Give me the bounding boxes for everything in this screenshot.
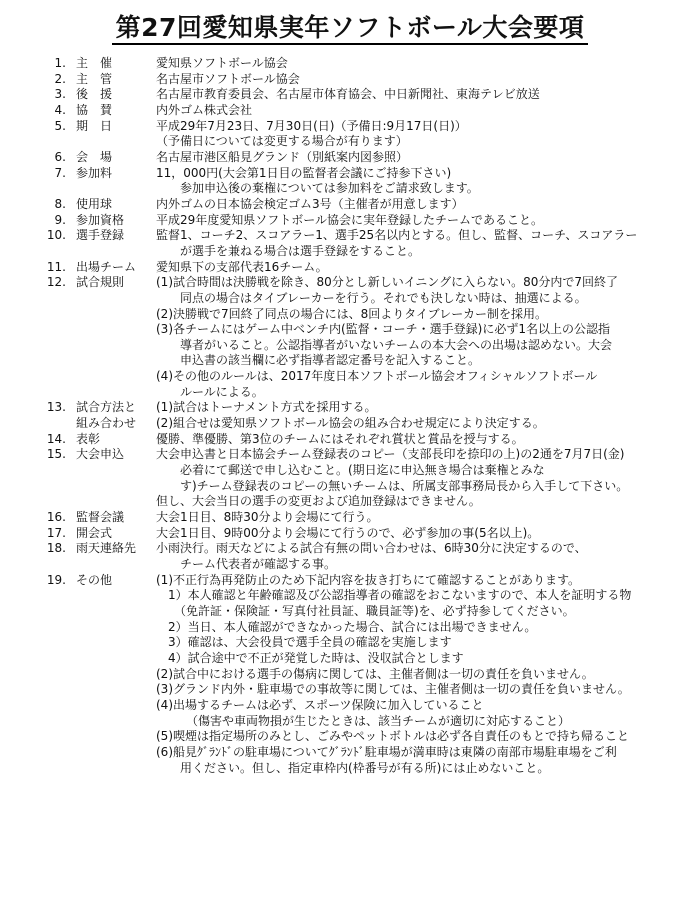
item-text: 名古屋市ソフトボール協会 <box>156 71 300 86</box>
item-text: (3)グランド内外・駐車場での事故等に関しては、主催者側は一切の責任を負いません。 <box>156 682 630 697</box>
item-text: (1)試合時間は決勝戦を除き、80分とし新しいイニングに入らない。80分内で7回終了 <box>156 275 618 290</box>
item-label: 参加料 <box>76 165 113 180</box>
guideline-row <box>36 698 691 714</box>
item-label: 組み合わせ <box>76 416 137 431</box>
item-label <box>72 338 156 354</box>
guideline-row <box>36 635 691 651</box>
item-number <box>36 369 72 385</box>
item-number: 7. <box>54 165 66 180</box>
item-text: 11，000円(大会第1日目の監督者会議にご持参下さい) <box>156 165 452 180</box>
item-number <box>36 416 72 432</box>
item-text: 内外ゴムの日本協会検定ゴム3号（主催者が用意します） <box>156 196 464 211</box>
guideline-row <box>36 557 691 573</box>
item-label <box>72 307 156 323</box>
item-text: 大会1日目、8時30分より会場にて行う。 <box>156 510 379 525</box>
item-label <box>72 620 156 636</box>
item-text: 内外ゴム株式会社 <box>156 102 253 117</box>
item-text: 申込書の該当欄に必ず指導者認定番号を記入すること。 <box>156 353 481 368</box>
item-label <box>72 667 156 683</box>
item-number <box>36 322 72 338</box>
item-number: 19. <box>46 572 66 587</box>
item-number <box>36 714 72 730</box>
item-label: 監督会議 <box>76 510 125 525</box>
item-text: 必着にて郵送で申し込むこと。(期日迄に申込無き場合は棄権とみな <box>156 463 545 478</box>
item-number: 11. <box>46 259 66 274</box>
item-text: 愛知県ソフトボール協会 <box>156 56 288 70</box>
item-text: 但し、大会当日の選手の変更および追加登録はできません。 <box>156 494 481 509</box>
item-text: 導者がいること。公認指導者がいないチームの本大会への出場は認めない。大会 <box>156 337 613 352</box>
item-label: 雨天連絡先 <box>76 541 137 556</box>
item-label <box>72 181 156 197</box>
guideline-row <box>36 103 691 119</box>
item-text: 愛知県下の支部代表16チーム。 <box>156 259 328 274</box>
item-label <box>72 588 156 604</box>
guideline-row <box>36 150 691 166</box>
item-text: 4）試合途中で不正が発覚した時は、没収試合とします <box>156 650 464 665</box>
guideline-row <box>36 745 691 761</box>
guideline-row <box>36 604 691 620</box>
item-number <box>36 463 72 479</box>
item-number <box>36 291 72 307</box>
guideline-row <box>36 494 691 510</box>
item-number: 4. <box>54 102 66 117</box>
guideline-row <box>36 228 691 244</box>
item-text: (2)決勝戦で7回終了同点の場合には、8回よりタイブレーカー制を採用。 <box>156 306 547 321</box>
item-number: 18. <box>46 541 66 556</box>
guideline-row <box>36 714 691 730</box>
guideline-row <box>36 260 691 276</box>
item-number: 13. <box>46 400 66 415</box>
item-number <box>36 604 72 620</box>
item-text: 名古屋市港区船見グランド（別紙案内図参照） <box>156 149 409 164</box>
item-number <box>36 494 72 510</box>
item-text: （予備日については変更する場合が有ります） <box>156 134 408 149</box>
item-label <box>72 604 156 620</box>
guideline-row <box>36 432 691 448</box>
item-text: チーム代表者が確認する事。 <box>156 557 337 571</box>
item-label <box>72 714 156 730</box>
item-text: (3)各チームにはゲーム中ベンチ内(監督・コーチ・選手登録)に必ず1名以上の公認指 <box>156 322 610 337</box>
item-label: 試合方法と <box>76 400 137 415</box>
item-label <box>72 745 156 761</box>
item-label: 主 催 <box>76 56 113 70</box>
item-number <box>36 745 72 761</box>
guideline-row <box>36 322 691 338</box>
item-number <box>36 479 72 495</box>
item-number <box>36 635 72 651</box>
item-label: 使用球 <box>76 196 113 211</box>
guideline-row <box>36 463 691 479</box>
item-text: が選手を兼ねる場合は選手登録をすること。 <box>156 243 421 258</box>
item-number <box>36 667 72 683</box>
guideline-row <box>36 338 691 354</box>
item-text: 名古屋市教育委員会、名古屋市体育協会、中日新聞社、東海テレビ放送 <box>156 87 540 102</box>
item-label <box>72 369 156 385</box>
item-text: 3）確認は、大会役員で選手全員の確認を実施します <box>156 635 452 650</box>
item-text: (4)出場するチームは必ず、スポーツ保険に加入していること <box>156 697 484 712</box>
guideline-row <box>36 369 691 385</box>
guideline-row <box>36 244 691 260</box>
item-label <box>72 635 156 651</box>
guideline-row <box>36 275 691 291</box>
item-label: その他 <box>76 572 113 587</box>
item-number <box>36 353 72 369</box>
item-label <box>72 729 156 745</box>
item-number <box>36 729 72 745</box>
item-number: 5. <box>54 118 66 133</box>
item-label: 試合規則 <box>76 275 125 290</box>
item-label <box>72 761 156 777</box>
guideline-row <box>36 588 691 604</box>
item-number <box>36 761 72 777</box>
item-number: 1. <box>54 56 66 70</box>
guideline-row <box>36 72 691 88</box>
guideline-row <box>36 479 691 495</box>
item-text: （免許証・保険証・写真付社員証、職員証等)を、必ず持参してください。 <box>156 603 575 618</box>
item-label <box>72 291 156 307</box>
guideline-row <box>36 134 691 150</box>
item-number <box>36 588 72 604</box>
guideline-row <box>36 385 691 401</box>
item-text: (6)船見ｸﾞﾗﾝﾄﾞの駐車場についてｸﾞﾗﾝﾄﾞ駐車場が満車時は東隣の南部市場駐車場をご利 <box>156 744 617 759</box>
guideline-row <box>36 181 691 197</box>
item-label <box>72 494 156 510</box>
guideline-row <box>36 510 691 526</box>
guideline-row <box>36 573 691 589</box>
item-text: 大会申込書と日本協会チーム登録表のコピー（支部長印を捺印の上)の2通を7月7日(金) <box>156 447 625 462</box>
guideline-row <box>36 761 691 777</box>
item-number <box>36 338 72 354</box>
item-label <box>72 463 156 479</box>
guideline-row <box>36 416 691 432</box>
item-number: 6. <box>54 149 66 164</box>
guideline-row <box>36 729 691 745</box>
item-label: 開会式 <box>76 525 113 540</box>
item-text: (1)試合はトーナメント方式を採用する。 <box>156 400 377 415</box>
item-text: (2)試合中における選手の傷病に関しては、主催者側は一切の責任を負いません。 <box>156 666 594 681</box>
guideline-row <box>36 447 691 463</box>
item-number: 9. <box>54 212 66 227</box>
item-label: 出場チーム <box>76 259 137 274</box>
guideline-row <box>36 651 691 667</box>
item-text: す)チーム登録表のコピーの無いチームは、所属支部事務局長から入手して下さい。 <box>156 478 629 493</box>
item-text: ルールによる。 <box>156 384 264 399</box>
guideline-row <box>36 541 691 557</box>
item-number <box>36 557 72 573</box>
item-number <box>36 698 72 714</box>
item-number: 3. <box>54 87 66 102</box>
item-text: (1)不正行為再発防止のため下記内容を抜き打ちにて確認することがあります。 <box>156 572 581 587</box>
item-label: 選手登録 <box>76 228 125 243</box>
item-label <box>72 698 156 714</box>
item-label <box>72 557 156 573</box>
item-text: 監督1、コーチ2、スコアラー1、選手25名以内とする。但し、監督、コーチ、スコアラー <box>156 228 638 243</box>
item-number <box>36 620 72 636</box>
item-number: 10. <box>46 228 66 243</box>
guideline-row <box>36 291 691 307</box>
guideline-row <box>36 307 691 323</box>
item-label: 表彰 <box>76 431 101 446</box>
item-label: 協 賛 <box>76 102 113 117</box>
guideline-row <box>36 353 691 369</box>
item-text: 優勝、準優勝、第3位のチームにはそれぞれ賞状と賞品を授与する。 <box>156 431 524 446</box>
item-text: (4)その他のルールは、2017年度日本ソフトボール協会オフィシャルソフトボール <box>156 369 598 384</box>
item-number: 14. <box>46 431 66 446</box>
guideline-row <box>36 400 691 416</box>
guideline-list <box>36 56 691 776</box>
item-number <box>36 682 72 698</box>
guideline-row <box>36 620 691 636</box>
item-label <box>72 682 156 698</box>
guideline-row <box>36 56 691 72</box>
item-label: 大会申込 <box>76 447 125 462</box>
guideline-row <box>36 197 691 213</box>
item-number <box>36 651 72 667</box>
item-text: 平成29年7月23日、7月30日(日)（予備日:9月17日(日)） <box>156 118 467 133</box>
item-number <box>36 181 72 197</box>
item-text: （傷害や車両物損が生じたときは、該当チームが適切に対応すること） <box>156 713 571 728</box>
item-text: 1）本人確認と年齢確認及び公認指導者の確認をおこないますので、本人を証明する物 <box>156 588 632 603</box>
document-title: 第27回愛知県実年ソフトボール大会要項 <box>0 8 700 44</box>
guideline-row <box>36 682 691 698</box>
item-label <box>72 322 156 338</box>
item-label: 主 管 <box>76 71 113 86</box>
item-label <box>72 479 156 495</box>
item-text: 参加申込後の棄権については参加料をご請求致します。 <box>156 181 479 196</box>
item-number <box>36 134 72 150</box>
item-number <box>36 244 72 260</box>
item-number: 16. <box>46 510 66 525</box>
guideline-row <box>36 667 691 683</box>
item-text: 用ください。但し、指定車枠内(枠番号が有る所)には止めないこと。 <box>156 760 550 775</box>
item-text: 同点の場合はタイブレーカーを行う。それでも決しない時は、抽選による。 <box>156 290 587 305</box>
item-number: 2. <box>54 71 66 86</box>
guideline-row <box>36 526 691 542</box>
item-number: 8. <box>54 196 66 211</box>
item-label <box>72 385 156 401</box>
guideline-row <box>36 87 691 103</box>
item-label: 会 場 <box>76 149 113 164</box>
item-text: (5)喫煙は指定場所のみとし、ごみやペットボトルは必ず各自責任のもとで持ち帰ること <box>156 729 630 744</box>
item-label <box>72 244 156 260</box>
guideline-row <box>36 119 691 135</box>
item-text: 小雨決行。雨天などによる試合有無の問い合わせは、6時30分に決定するので、 <box>156 541 587 556</box>
guideline-row <box>36 166 691 182</box>
item-label <box>72 134 156 150</box>
item-label: 参加資格 <box>76 212 125 227</box>
guideline-row <box>36 213 691 229</box>
item-text: 大会1日目、9時00分より会場にて行うので、必ず参加の事(5名以上)。 <box>156 525 540 540</box>
item-text: (2)組合せは愛知県ソフトボール協会の組み合わせ規定により決定する。 <box>156 416 545 431</box>
item-number: 12. <box>46 275 66 290</box>
item-number: 15. <box>46 447 66 462</box>
item-text: 2）当日、本人確認ができなかった場合、試合には出場できません。 <box>156 619 537 634</box>
item-label: 後 援 <box>76 87 113 102</box>
item-number <box>36 385 72 401</box>
item-number <box>36 307 72 323</box>
item-label <box>72 353 156 369</box>
item-number: 17. <box>46 525 66 540</box>
item-label: 期 日 <box>76 118 113 133</box>
item-label <box>72 651 156 667</box>
item-text: 平成29年度愛知県ソフトボール協会に実年登録したチームであること。 <box>156 212 544 227</box>
